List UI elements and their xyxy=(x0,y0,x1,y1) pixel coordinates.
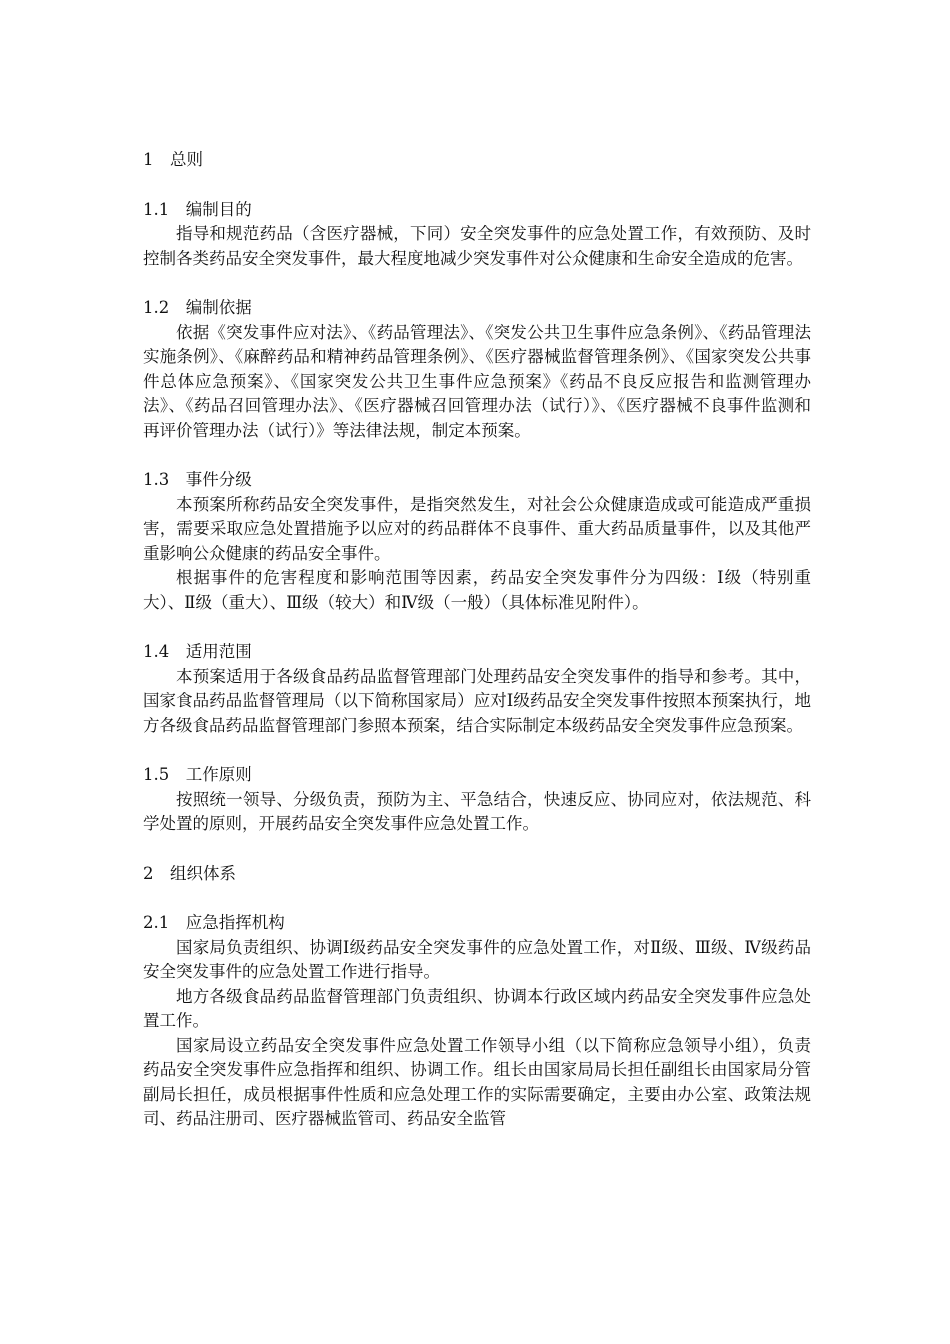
subsection-1-4 xyxy=(143,640,811,738)
paragraph: 本预案适用于各级食品药品监督管理部门处理药品安全突发事件的指导和参考。其中，国家食品药品监督管理局（以下简称国家局）应对Ⅰ级药品安全突发事件按照本预案执行，地方各级食品药品监督管理部门参照本预案，结合实际制定本级药品安全突发事件应急预案。 xyxy=(143,666,811,735)
subsection-2-1 xyxy=(143,911,811,1132)
document-page xyxy=(143,148,811,1157)
subsection-heading: 1.2 编制依据 xyxy=(143,298,252,317)
paragraph: 地方各级食品药品监督管理部门负责组织、协调本行政区域内药品安全突发事件应急处置工作。 xyxy=(143,986,811,1030)
subsection-heading: 2.1 应急指挥机构 xyxy=(143,913,285,932)
subsection-heading: 1.3 事件分级 xyxy=(143,470,252,489)
section-heading: 2 组织体系 xyxy=(143,863,236,883)
subsection-1-2 xyxy=(143,296,811,443)
paragraph: 国家局设立药品安全突发事件应急处置工作领导小组（以下简称应急领导小组），负责药品安全突发事件应急指挥和组织、协调工作。组长由国家局局长担任副组长由国家局分管副局长担任，成员根据事件性质和应急处理工作的实际需要确定，主要由办公室、政策法规司、药品注册司、医疗器械监管司、药品安全监管 xyxy=(143,1035,811,1128)
paragraph: 国家局负责组织、协调Ⅰ级药品安全突发事件的应急处置工作，对Ⅱ级、Ⅲ级、Ⅳ级药品安全突发事件的应急处置工作进行指导。 xyxy=(143,937,811,981)
section-1 xyxy=(143,148,811,837)
subsection-1-5 xyxy=(143,763,811,837)
paragraph: 依据《突发事件应对法》、《药品管理法》、《突发公共卫生事件应急条例》、《药品管理法实施条例》、《麻醉药品和精神药品管理条例》、《医疗器械监督管理条例》、《国家突发公共事件总体应急预案》、《国家突发公共卫生事件应急预案》《药品不良反应报告和监测管理办法》、《药品召回管理办法》、《医疗器械召回管理办法（试行）》、《医疗器械不良事件监测和再评价管理办法（试行）》等法律法规，制定本预案。 xyxy=(143,322,811,440)
section-2 xyxy=(143,862,811,1132)
subsection-1-3 xyxy=(143,468,811,615)
section-heading: 1 总则 xyxy=(143,150,203,169)
subsection-heading: 1.1 编制目的 xyxy=(143,199,252,219)
subsection-heading: 1.4 适用范围 xyxy=(143,642,252,661)
paragraph: 根据事件的危害程度和影响范围等因素，药品安全突发事件分为四级：Ⅰ级（特别重大）、Ⅱ级（重大）、Ⅲ级（较大）和Ⅳ级（一般）（具体标准见附件）。 xyxy=(143,568,811,612)
subsection-1-1 xyxy=(143,198,811,272)
subsection-heading: 1.5 工作原则 xyxy=(143,765,252,784)
paragraph: 本预案所称药品安全突发事件，是指突然发生，对社会公众健康造成或可能造成严重损害，需要采取应急处置措施予以应对的药品群体不良事件、重大药品质量事件，以及其他严重影响公众健康的药品安全事件。 xyxy=(143,494,811,563)
paragraph: 指导和规范药品（含医疗器械，下同）安全突发事件的应急处置工作，有效预防、及时控制各类药品安全突发事件，最大程度地减少突发事件对公众健康和生命安全造成的危害。 xyxy=(143,224,811,268)
paragraph: 按照统一领导、分级负责，预防为主、平急结合，快速反应、协同应对，依法规范、科学处置的原则，开展药品安全突发事件应急处置工作。 xyxy=(143,789,811,833)
